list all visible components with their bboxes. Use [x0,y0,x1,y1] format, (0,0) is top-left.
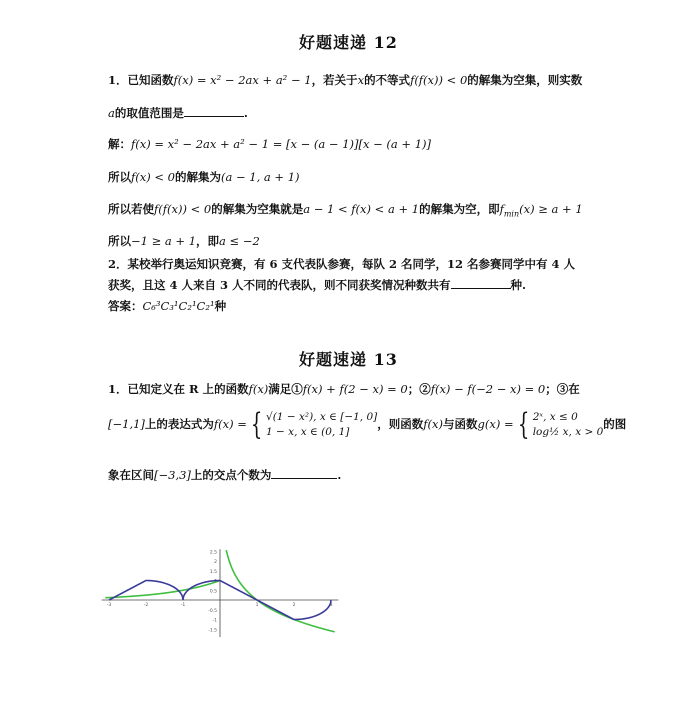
q1-line2: a的取值范围是 . [108,106,248,120]
y-tick-label: 2 [214,560,217,565]
y-tick-label: -1 [212,618,217,624]
section12-title: 好题速递 12 [299,33,398,52]
y-tick-label: -1.5 [208,628,217,634]
x-tick-label: 3 [329,603,333,608]
y-tick-label: -0.5 [208,608,217,614]
q13-line3: 象在区间[−3,3]上的交点个数为 . [108,468,342,482]
answer-blank [271,466,337,479]
answer-blank [451,276,511,289]
brace-icon: { [517,407,529,442]
solution-line4: 所以−1 ≥ a + 1，即a ≤ −2 [108,234,260,248]
function-graph [100,495,340,645]
x-tick-label: -3 [106,603,112,608]
x-tick-label: 2 [292,603,296,608]
brace-icon: { [250,407,263,442]
q2-line1: 2．某校举行奥运知识竞赛，有 6 支代表队参赛，每队 2 名同学，12 名参赛同学中有 4 人 [108,257,576,271]
q2-answer: 答案：C₆³C₃¹C₂¹C₂¹种 [108,299,227,313]
q13-line1: 1．已知定义在 R 上的函数f(x)满足①f(x) + f(2 − x) = 0；②f(x) − f(−2 − x) = 0；③在 [108,382,580,396]
solution-line3: 所以若使f(f(x)) < 0的解集为空集就是a − 1 < f(x) < a + 1的解集为空，即$f_{min}(x) \ge a + 1$ [108,202,583,219]
solution-line1: 解：f(x) = x² − 2ax + a² − 1 = [x − (a − 1)][x − (a + 1)] [108,137,431,151]
answer-blank [184,104,244,117]
q2-line2: 获奖，且这 4 人来自 3 人不同的代表队，则不同获奖情况种数共有 种. [108,278,527,292]
q13-line2: [−1,1]上的表达式为f(x) = { √(1 − x²), x ∈ [−1, 0] 1 − x, x ∈ (0, 1] ，则函数f(x)与函数g(x) = { 2ˣ, x ≤ 0 log½ x, x > 0 的图 [108,407,627,442]
g-piecewise: 2ˣ, x ≤ 0 log½ x, x > 0 [532,411,604,438]
y-tick-label: 0.5 [209,589,217,595]
q1-line1: 1．已知函数f(x) = x² − 2ax + a² − 1，若关于x的不等式f(f(x)) < 0的解集为空集，则实数 [108,73,583,87]
y-tick-label: 1.5 [209,569,217,575]
solution-line2: 所以f(x) < 0的解集为(a − 1, a + 1) [108,170,300,184]
x-tick-label: -2 [143,603,149,608]
x-tick-label: -1 [180,603,186,608]
y-tick-label: 1 [214,579,217,585]
f-piecewise: √(1 − x²), x ∈ [−1, 0] 1 − x, x ∈ (0, 1] [266,411,378,438]
section13-title: 好题速递 13 [299,350,398,369]
y-tick-label: 2.5 [209,550,217,556]
g-curve-right [226,550,334,632]
x-tick-label: 1 [255,603,259,608]
